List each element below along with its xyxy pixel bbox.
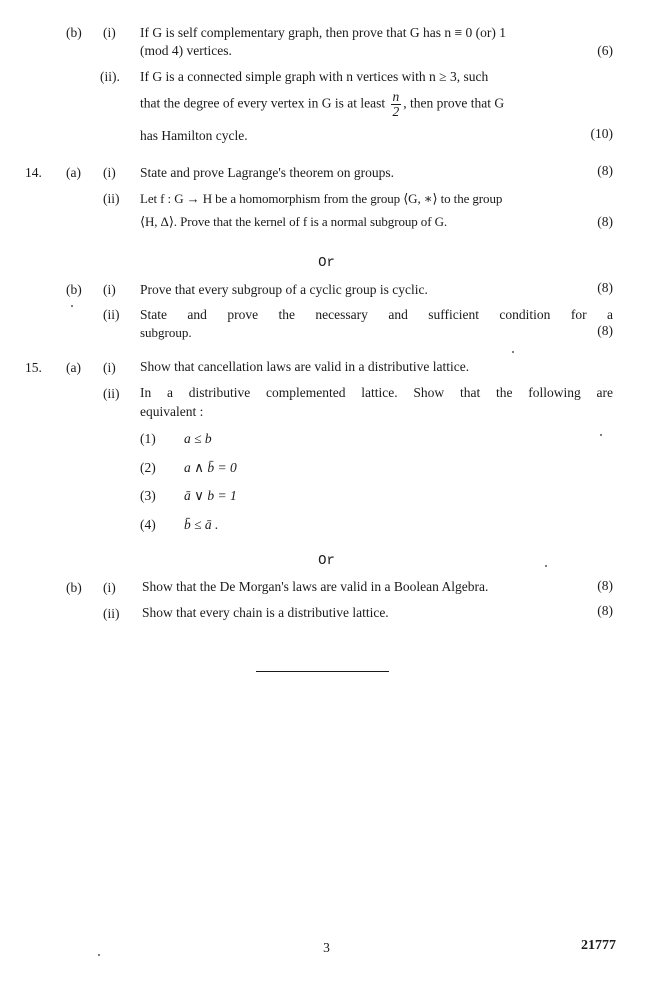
q13b-ii-label: (ii). xyxy=(100,69,120,84)
q13b-i-line1: If G is self complementary graph, then prove that G has n ≡ 0 (or) 1 xyxy=(140,25,507,40)
q15-or-separator: Or xyxy=(318,553,335,569)
fraction-denominator: 2 xyxy=(392,104,400,119)
q14a-ii-line2: ⟨H, Δ⟩. Prove that the kernel of f is a normal subgroup of G. xyxy=(140,214,448,229)
q15a-i-label: (i) xyxy=(103,360,116,375)
q14b-ii-marks: (8) xyxy=(597,323,613,338)
q14b-part-label: (b) xyxy=(66,282,82,297)
q15b-ii-marks: (8) xyxy=(597,603,613,618)
q14a-i-marks: (8) xyxy=(597,163,613,178)
scan-speck xyxy=(71,305,73,307)
scan-speck xyxy=(600,434,602,436)
equivalence-item-4-label: (4) xyxy=(140,517,156,532)
q14b-ii-label: (ii) xyxy=(103,307,120,322)
q14a-i-label: (i) xyxy=(103,165,116,180)
equivalence-item-3-label: (3) xyxy=(140,488,156,503)
paper-code: 21777 xyxy=(581,938,616,953)
q14a-ii-line1: Let f : G → H be a homomorphism from the group ⟨G, ∗⟩ to the group xyxy=(140,191,503,206)
q13b-ii-line1: If G is a connected simple graph with n vertices with n ≥ 3, such xyxy=(140,69,489,84)
q14b-ii-line1: State and prove the necessary and sufficient condition for a xyxy=(140,307,613,322)
q15b-i-text: Show that the De Morgan's laws are valid in a Boolean Algebra. xyxy=(142,579,489,594)
equivalence-item-3-expr: ā ∨ b = 1 xyxy=(184,488,237,503)
q14b-i-text: Prove that every subgroup of a cyclic group is cyclic. xyxy=(140,282,428,297)
q15b-ii-text: Show that every chain is a distributive lattice. xyxy=(142,605,389,620)
q13b-ii-line3: has Hamilton cycle. xyxy=(140,128,248,143)
q13b-ii-line2 xyxy=(140,90,504,119)
q15a-part-label: (a) xyxy=(66,360,81,375)
q13b-ii-marks: (10) xyxy=(590,126,613,141)
q15b-i-marks: (8) xyxy=(597,578,613,593)
fraction-numerator: n xyxy=(392,89,400,104)
scan-speck xyxy=(98,954,100,956)
equivalence-item-2-expr: a ∧ b̄ = 0 xyxy=(184,460,237,475)
q14-or-separator: Or xyxy=(318,255,335,271)
q14b-ii-line2: subgroup. xyxy=(140,325,192,340)
q14a-ii-label: (ii) xyxy=(103,191,120,206)
q14-number: 14. xyxy=(25,165,42,180)
q15b-ii-label: (ii) xyxy=(103,606,120,621)
q15a-ii-line1: In a distributive complemented lattice. Show that the following are xyxy=(140,385,613,400)
q15-number: 15. xyxy=(25,360,42,375)
q13b-part-label: (b) xyxy=(66,25,82,40)
equivalence-item-1-label: (1) xyxy=(140,431,156,446)
q15a-ii-label: (ii) xyxy=(103,386,120,401)
scan-speck xyxy=(545,565,547,567)
q15b-part-label: (b) xyxy=(66,580,82,595)
q13b-i-label: (i) xyxy=(103,25,116,40)
q13b-i-line2: (mod 4) vertices. xyxy=(140,43,232,58)
q15a-i-text: Show that cancellation laws are valid in a distributive lattice. xyxy=(140,359,470,374)
q15b-i-label: (i) xyxy=(103,580,116,595)
page-number: 3 xyxy=(323,940,330,955)
n-over-2-fraction xyxy=(391,90,402,119)
q13b-ii-line2-end: , then prove that G xyxy=(403,95,505,111)
q14b-i-marks: (8) xyxy=(597,280,613,295)
end-of-paper-rule xyxy=(256,671,389,672)
q14a-part-label: (a) xyxy=(66,165,81,180)
q14a-ii-marks: (8) xyxy=(597,214,613,229)
equivalence-item-2-label: (2) xyxy=(140,460,156,475)
equivalence-item-1-expr: a ≤ b xyxy=(184,431,212,446)
q14b-i-label: (i) xyxy=(103,282,116,297)
equivalence-item-4-expr: b̄ ≤ ā . xyxy=(184,517,219,532)
scan-speck xyxy=(512,351,514,353)
q15a-ii-line2: equivalent : xyxy=(140,404,204,419)
q14a-i-text: State and prove Lagrange's theorem on groups. xyxy=(140,165,394,180)
q13b-i-marks: (6) xyxy=(597,43,613,58)
q13b-ii-line2-start: that the degree of every vertex in G is at least xyxy=(140,95,386,111)
